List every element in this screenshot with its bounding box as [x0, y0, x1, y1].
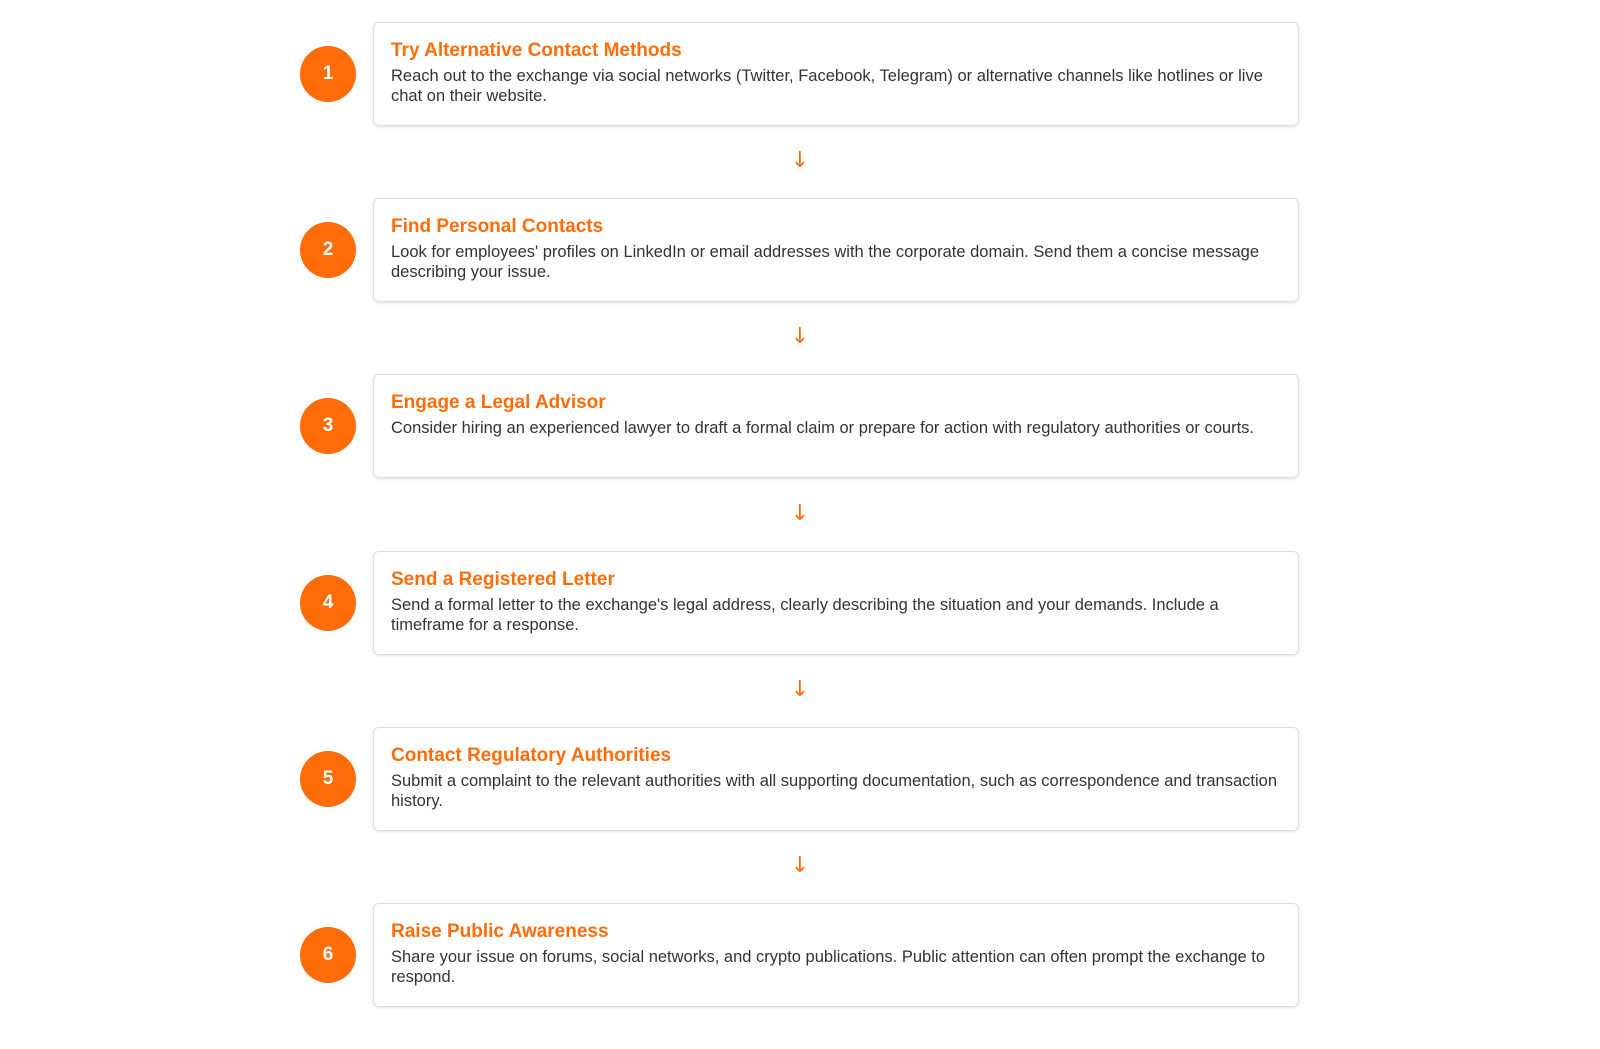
step-card [373, 551, 1299, 655]
step-description: Look for employees' profiles on LinkedIn or email addresses with the corporate domain. Send them a concise message describing your issue. [391, 243, 1260, 281]
arrow-down-icon: ↓ [790, 148, 810, 173]
step-3 [300, 374, 1300, 478]
step-number-badge: 2 [300, 222, 356, 278]
step-description: Share your issue on forums, social networks, and crypto publications. Public attention can often prompt the exchange to respond. [391, 948, 1266, 986]
step-description: Consider hiring an experienced lawyer to draft a formal claim or prepare for action with regulatory authorities or courts. [391, 419, 1254, 437]
step-title: Engage a Legal Advisor [391, 392, 606, 413]
step-title: Send a Registered Letter [391, 569, 615, 590]
arrow-down-icon: ↓ [790, 324, 810, 349]
step-number-badge: 4 [300, 575, 356, 631]
step-title: Try Alternative Contact Methods [391, 40, 682, 61]
step-card [373, 374, 1299, 478]
step-title: Raise Public Awareness [391, 921, 609, 942]
step-card [373, 903, 1299, 1007]
step-6 [300, 903, 1300, 1007]
arrow-down-icon: ↓ [790, 501, 810, 526]
step-5 [300, 727, 1300, 831]
step-description: Reach out to the exchange via social networks (Twitter, Facebook, Telegram) or alternative channels like hotlines or live chat on their website. [391, 67, 1263, 105]
step-number-badge: 6 [300, 927, 356, 983]
arrow-down-icon: ↓ [790, 677, 810, 702]
step-number-badge: 3 [300, 398, 356, 454]
step-card [373, 727, 1299, 831]
step-card [373, 198, 1299, 302]
step-card [373, 22, 1299, 126]
step-1 [300, 22, 1300, 126]
step-number-badge: 1 [300, 46, 356, 102]
step-number-badge: 5 [300, 751, 356, 807]
step-title: Find Personal Contacts [391, 216, 604, 237]
step-description: Submit a complaint to the relevant authorities with all supporting documentation, such as correspondence and transaction history. [391, 772, 1278, 810]
arrow-down-icon: ↓ [790, 853, 810, 878]
step-4 [300, 551, 1300, 655]
step-description: Send a formal letter to the exchange's legal address, clearly describing the situation and your demands. Include a timeframe for a response. [391, 596, 1219, 634]
step-2 [300, 198, 1300, 302]
step-title: Contact Regulatory Authorities [391, 745, 672, 766]
